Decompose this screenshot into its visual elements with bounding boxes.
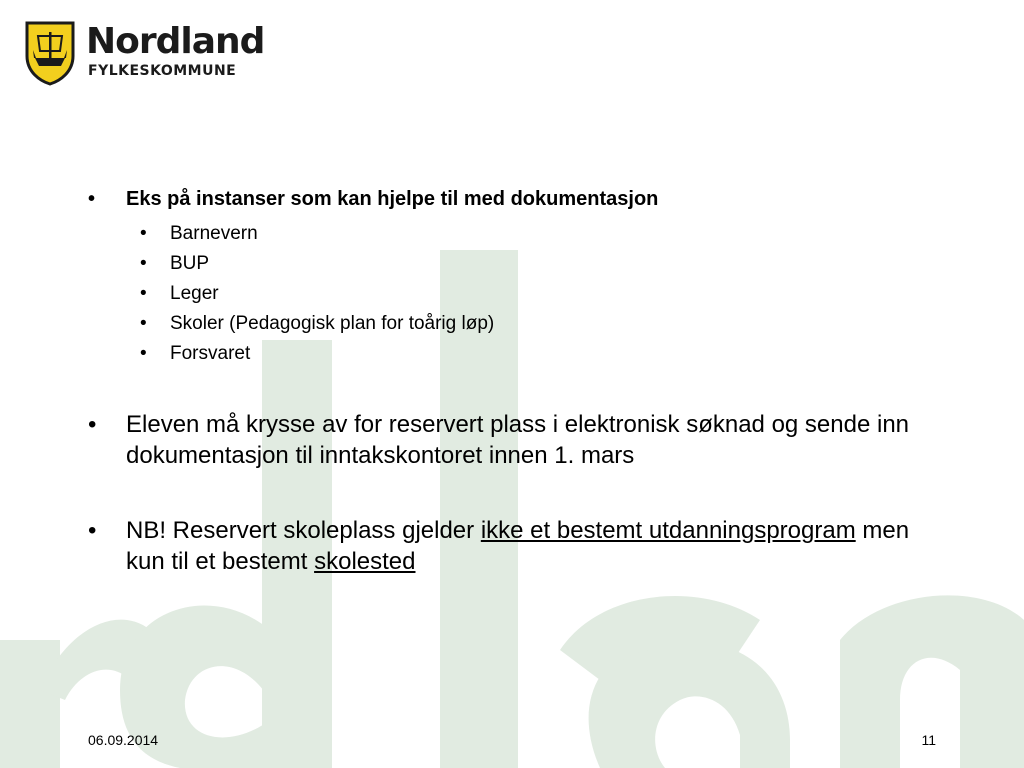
bullet-marker: • <box>88 411 97 438</box>
bullet-marker: • <box>140 253 147 274</box>
paragraph-text: Eleven må krysse av for reservert plass i elektronisk søknad og sende inn dokumentasjon til inntakskontoret innen 1. mars <box>126 411 910 469</box>
bullet-paragraph <box>88 409 948 471</box>
bullet-heading <box>88 188 658 211</box>
sub-bullet-text: BUP <box>170 253 210 274</box>
footer-date: 06.09.2014 <box>88 732 159 748</box>
sub-bullet-text: Barnevern <box>170 223 258 244</box>
bullet-marker: • <box>140 283 147 304</box>
sub-bullet-text: Skoler (Pedagogisk plan for toårig løp) <box>170 313 495 334</box>
bullet-marker: • <box>140 223 147 244</box>
bullet-marker: • <box>88 188 96 210</box>
sub-bullet-text: Forsvaret <box>170 343 251 364</box>
sub-bullet-item <box>140 283 219 305</box>
paragraph-text <box>126 515 926 577</box>
sub-bullet-text: Leger <box>170 283 219 304</box>
bullet-marker: • <box>140 313 147 334</box>
sub-bullet-item <box>140 253 209 275</box>
logo-name: Nordland <box>86 21 265 62</box>
heading-text: Eks på instanser som kan hjelpe til med dokumentasjon <box>126 188 659 210</box>
underlined-phrase: ikke et bestemt utdanningsprogram <box>480 517 856 544</box>
paragraph-text-part: NB! Reservert skoleplass gjelder <box>126 517 481 544</box>
sub-bullet-item <box>140 313 494 335</box>
bullet-marker: • <box>140 343 147 364</box>
bullet-paragraph <box>88 515 948 577</box>
page-number: 11 <box>921 732 936 748</box>
paragraph-text-part: men kun til et bestemt <box>126 517 910 575</box>
bullet-marker: • <box>88 517 97 544</box>
sub-bullet-item <box>140 343 250 365</box>
sub-bullet-item <box>140 223 258 245</box>
logo-subtitle: FYLKESKOMMUNE <box>88 63 237 79</box>
underlined-phrase: skolested <box>314 548 416 575</box>
